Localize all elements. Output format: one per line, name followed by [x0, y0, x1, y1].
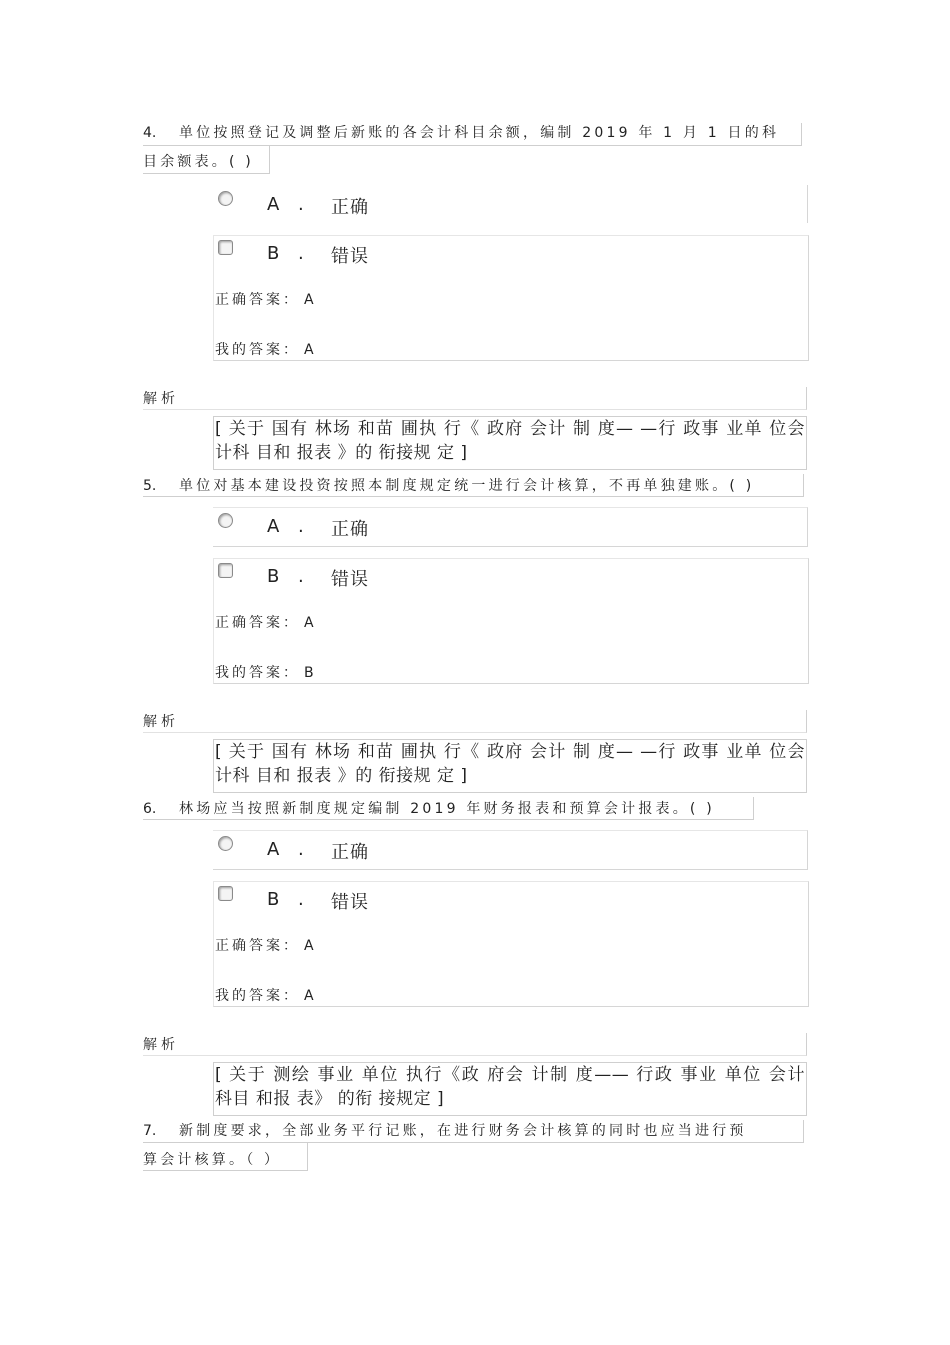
option-letter: B	[267, 889, 280, 910]
radio-button-icon[interactable]	[218, 836, 233, 851]
option-label: 正确	[331, 842, 369, 863]
reference-line-1: [ 关于 测绘 事业 单位 执行《政 府会 计制 度—— 行政 事业 单位 会计	[215, 1065, 805, 1085]
reference-line-2: 计科 目和 报表 》的 衔接规 定 ]	[215, 766, 468, 786]
correct-answer-label: 正确答案：	[215, 938, 300, 954]
option-letter: B	[267, 243, 280, 264]
question-text: 单位对基本建设投资按照本制度规定统一进行会计核算，不再单独建账。( )	[179, 478, 755, 494]
my-answer-value: B	[304, 665, 314, 681]
option-separator: .	[298, 566, 304, 587]
option-label: 正确	[331, 519, 369, 540]
question-text-cont: 目余额表。( )	[143, 154, 254, 170]
analysis-label: 解析	[143, 714, 179, 730]
question-number: 6.	[143, 801, 157, 817]
reference-text	[215, 1063, 805, 1111]
option-separator: .	[298, 243, 304, 264]
question-text-cont: 算会计核算。（ ）	[143, 1152, 282, 1168]
correct-answer-value: A	[304, 292, 314, 308]
analysis-header-box	[143, 710, 807, 733]
option-separator: .	[298, 889, 304, 910]
analysis-label: 解析	[143, 1037, 179, 1053]
radio-button-icon[interactable]	[218, 563, 233, 578]
correct-answer	[215, 612, 314, 632]
question-7-stem	[143, 1117, 803, 1175]
radio-button-icon[interactable]	[218, 886, 233, 901]
reference-line-1: [ 关于 国有 林场 和苗 圃执 行《 政府 会计 制 度— —行 政事 业单 位会	[215, 419, 805, 439]
option-separator: .	[298, 194, 304, 215]
question-6-stem	[143, 795, 803, 824]
question-number: 7.	[143, 1123, 157, 1139]
radio-button-icon[interactable]	[218, 240, 233, 255]
question-number: 4.	[143, 125, 157, 141]
option-letter: B	[267, 566, 280, 587]
my-answer	[215, 662, 314, 682]
question-4-stem	[143, 119, 803, 177]
question-text: 单位按照登记及调整后新账的各会计科目余额，编制 2019 年 1 月 1 日的科	[179, 125, 780, 141]
correct-answer-value: A	[304, 938, 314, 954]
my-answer-label: 我的答案：	[215, 665, 300, 681]
correct-answer	[215, 289, 314, 309]
reference-line-1: [ 关于 国有 林场 和苗 圃执 行《 政府 会计 制 度— —行 政事 业单 位会	[215, 742, 805, 762]
question-number: 5.	[143, 478, 157, 494]
correct-answer	[215, 935, 314, 955]
my-answer-label: 我的答案：	[215, 342, 300, 358]
option-b[interactable]	[215, 883, 805, 913]
option-separator: .	[298, 839, 304, 860]
my-answer	[215, 339, 314, 359]
analysis-label: 解析	[143, 391, 179, 407]
option-letter: A	[267, 194, 280, 215]
my-answer-value: A	[304, 342, 314, 358]
correct-answer-label: 正确答案：	[215, 292, 300, 308]
option-label: 正确	[331, 197, 369, 218]
analysis-header-box	[143, 387, 807, 410]
analysis-header-box	[143, 1033, 807, 1056]
reference-line-2: 计科 目和 报表 》的 衔接规 定 ]	[215, 443, 468, 463]
my-answer-label: 我的答案：	[215, 988, 300, 1004]
option-a[interactable]	[215, 833, 805, 863]
radio-button-icon[interactable]	[218, 513, 233, 528]
option-b[interactable]	[215, 560, 805, 590]
option-letter: A	[267, 839, 280, 860]
question-text: 新制度要求，全部业务平行记账，在进行财务会计核算的同时也应当进行预	[179, 1123, 747, 1139]
option-a[interactable]	[215, 510, 805, 540]
option-letter: A	[267, 516, 280, 537]
correct-answer-value: A	[304, 615, 314, 631]
radio-button-icon[interactable]	[218, 191, 233, 206]
option-label: 错误	[331, 892, 369, 913]
option-b[interactable]	[215, 237, 805, 267]
option-a[interactable]	[215, 188, 805, 218]
question-5-stem	[143, 472, 803, 501]
option-separator: .	[298, 516, 304, 537]
my-answer	[215, 985, 314, 1005]
reference-text	[215, 417, 805, 465]
question-text: 林场应当按照新制度规定编制 2019 年财务报表和预算会计报表。( )	[179, 801, 715, 817]
option-label: 错误	[331, 246, 369, 267]
option-label: 错误	[331, 569, 369, 590]
reference-text	[215, 740, 805, 788]
reference-line-2: 科目 和报 表》 的衔 接规定 ]	[215, 1089, 445, 1109]
my-answer-value: A	[304, 988, 314, 1004]
correct-answer-label: 正确答案：	[215, 615, 300, 631]
